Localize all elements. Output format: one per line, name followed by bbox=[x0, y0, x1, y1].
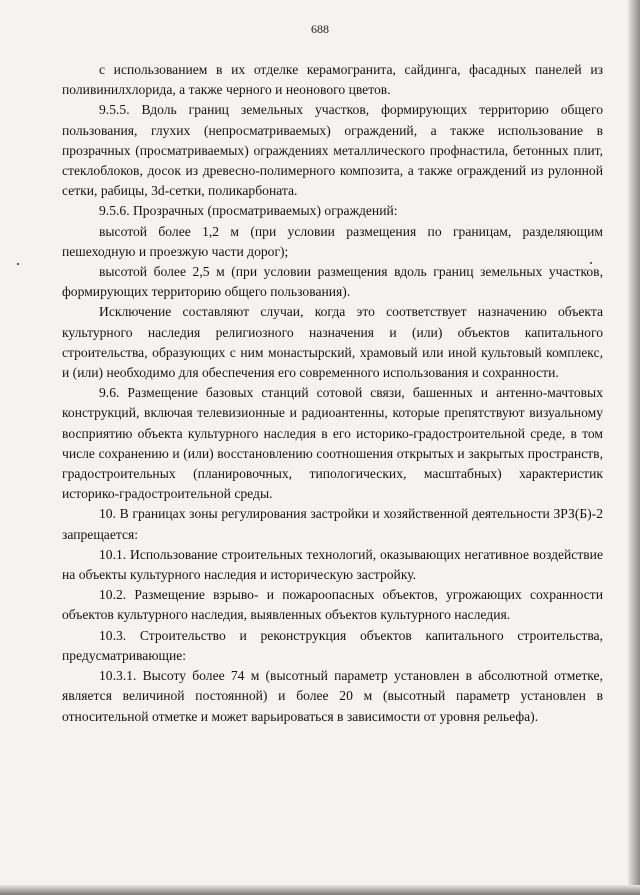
paragraph-10: 10. В границах зоны регулирования застройки и хозяйственной деятельности ЗРЗ(Б)-2 запрещается: bbox=[62, 506, 603, 542]
paragraph-continuation: с использованием в их отделке керамогранита, сайдинга, фасадных панелей из поливинилхлорида, а также черного и неонового цветов. bbox=[62, 62, 603, 98]
paragraph-9-5-5: 9.5.5. Вдоль границ земельных участков, формирующих территорию общего пользования, глухих (непросматриваемых) ограждений, а также использование в прозрачных (просматриваемых) ограждениях металлического профнастила, бетонных плит, стеклоблоков, досок из древесно-полимерного композита, а также ограждений из рулонной сетки, рабицы, 3d-сетки, поликарбоната. bbox=[62, 102, 603, 199]
paragraph-9-5-6: 9.5.6. Прозрачных (просматриваемых) ограждений: bbox=[99, 203, 398, 219]
paragraph-9-6: 9.6. Размещение базовых станций сотовой связи, башенных и антенно-мачтовых конструкций, включая телевизионные и радиоантенны, которые препятствуют визуальному восприятию объекта культурного наследия в его историко-градостроительной среде, в том числе сохранению и (или) восстановлению соотношения открытых и закрытых пространств, градостроительных (планировочных, типологических, масштабных) характеристик историко-градостроительной среды. bbox=[62, 385, 603, 502]
scan-edge-right bbox=[628, 0, 640, 895]
paragraph-10-1: 10.1. Использование строительных технологий, оказывающих негативное воздействие на объекты культурного наследия и историческую застройку. bbox=[62, 546, 603, 583]
paragraph-height-1-2: высотой более 1,2 м (при условии размещения по границам, разделяющим пешеходную и проезжую части дорог); bbox=[62, 223, 603, 259]
page-number: 688 bbox=[311, 22, 329, 36]
scan-speck bbox=[17, 263, 19, 265]
paragraph-10-3: 10.3. Строительство и реконструкция объектов капитального строительства, предусматривающие: bbox=[62, 627, 603, 663]
paragraph-exception: Исключение составляют случаи, когда это соответствует назначению объекта культурного наследия религиозного назначения и (или) объектов капитального строительства, образующих с ним монастырский, храмовый или иной культовый комплекс, и (или) необходимо для обеспечения его современного использования и сохранности. bbox=[62, 304, 603, 381]
scan-edge-bottom bbox=[0, 885, 640, 895]
document-body bbox=[62, 60, 603, 727]
paragraph-10-3-1: 10.3.1. Высоту более 74 м (высотный параметр установлен в абсолютной отметке, является величиной постоянной) и более 20 м (высотный параметр установлен в относительной отметке и может варьироваться в зависимости от уровня рельефа). bbox=[62, 668, 603, 724]
paragraph-10-2: 10.2. Размещение взрыво- и пожароопасных объектов, угрожающих сохранности объектов культурного наследия, выявленных объектов культурного наследия. bbox=[62, 587, 603, 623]
paragraph-height-2-5: высотой более 2,5 м (при условии размещения вдоль границ земельных участков, формирующих территорию общего пользования). bbox=[62, 264, 603, 300]
